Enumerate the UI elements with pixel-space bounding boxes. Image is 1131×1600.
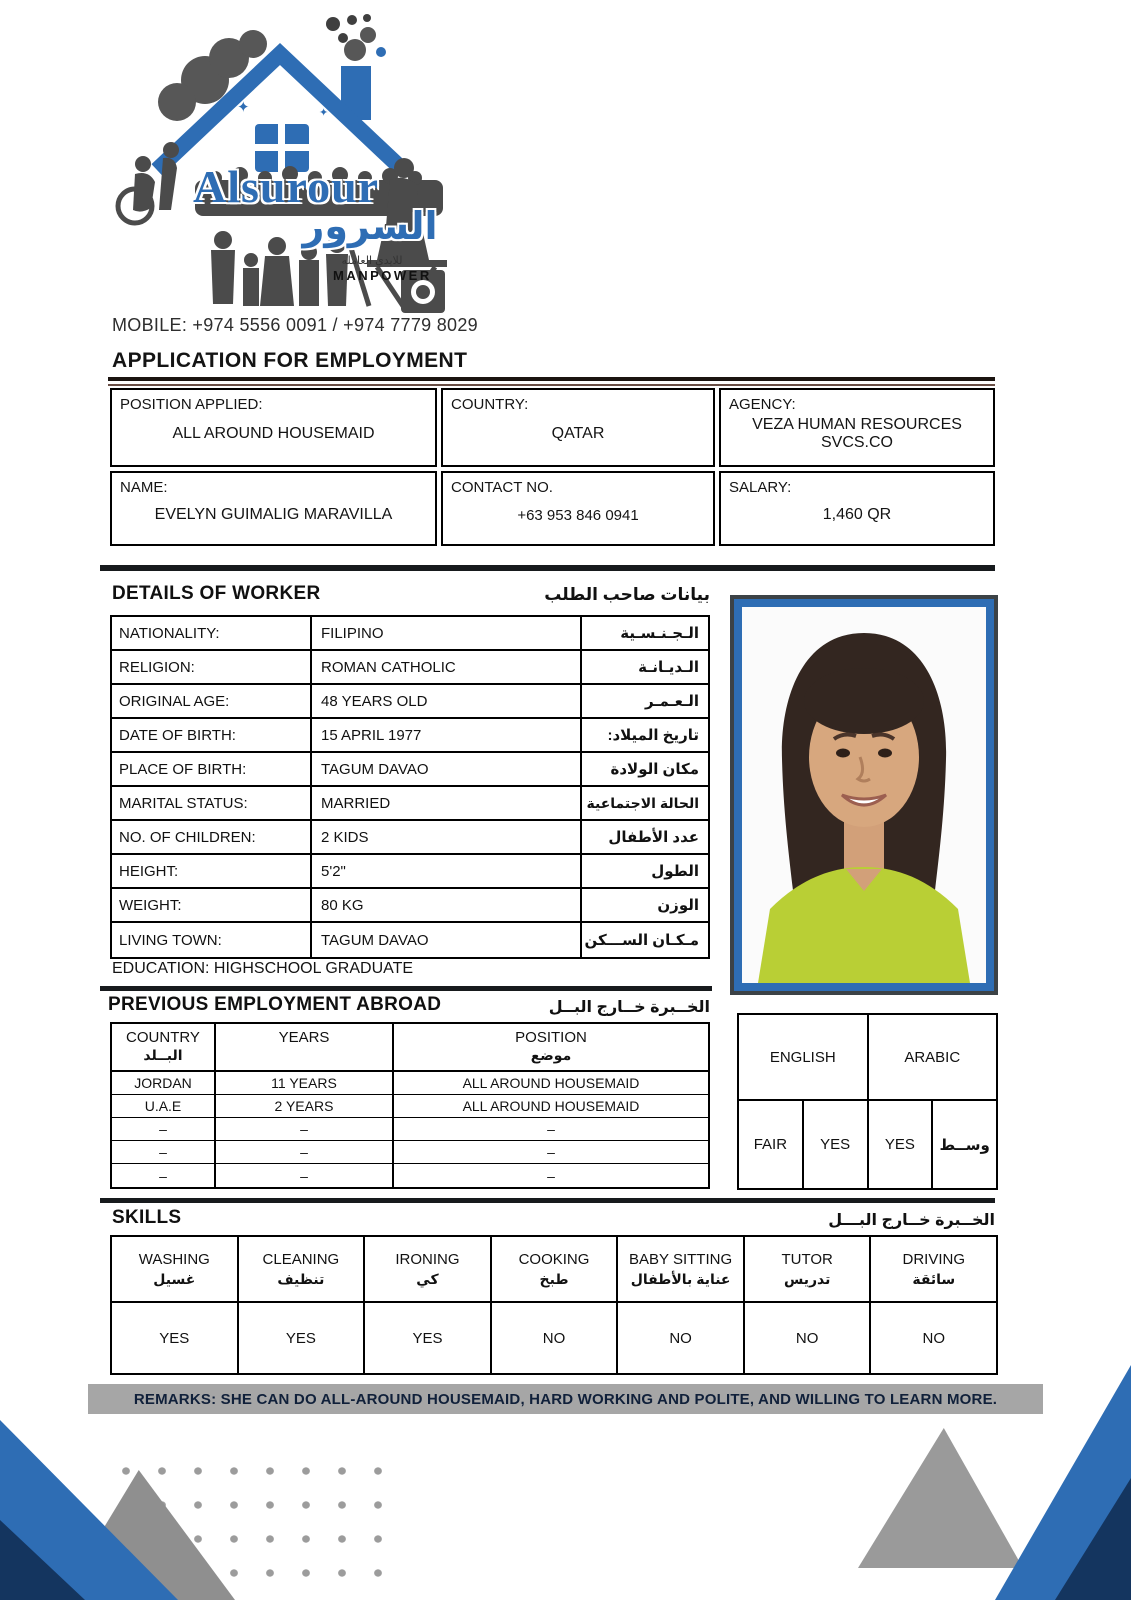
details-row bbox=[112, 719, 708, 753]
field-value: QATAR bbox=[551, 425, 605, 442]
detail-label: HEIGHT: bbox=[112, 855, 312, 887]
language-value-row bbox=[739, 1101, 996, 1188]
detail-value: TAGUM DAVAO bbox=[312, 753, 582, 785]
country-cell bbox=[441, 388, 715, 467]
section-rule bbox=[100, 986, 712, 991]
arabic-level: وســط bbox=[939, 1136, 990, 1154]
brand-name: Alsurour bbox=[193, 161, 380, 212]
contact-cell bbox=[441, 471, 715, 546]
field-value: +63 953 846 0941 bbox=[517, 506, 639, 524]
brand-name-arabic: السرور bbox=[302, 206, 438, 248]
employment-country: – bbox=[112, 1118, 216, 1140]
employment-position: ALL AROUND HOUSEMAID bbox=[462, 1098, 640, 1114]
field-value: VEZA HUMAN RESOURCES SVCS.CO bbox=[752, 416, 962, 451]
skill-value: YES bbox=[112, 1303, 239, 1373]
field-label: COUNTRY: bbox=[451, 396, 529, 413]
detail-label-arabic: تاريخ الميلاد: bbox=[607, 727, 699, 744]
employment-row bbox=[112, 1118, 708, 1141]
detail-value: 5'2" bbox=[312, 855, 582, 887]
skill-header bbox=[112, 1237, 239, 1301]
detail-value: 2 KIDS bbox=[312, 821, 582, 853]
detail-label-arabic: مكان الولادة bbox=[610, 761, 699, 778]
details-row bbox=[112, 923, 708, 957]
employment-years: – bbox=[216, 1118, 394, 1140]
employment-country: – bbox=[112, 1164, 216, 1187]
position-applied-cell bbox=[110, 388, 437, 467]
english-value: YES bbox=[804, 1101, 869, 1188]
detail-label: ORIGINAL AGE: bbox=[112, 685, 312, 717]
header-label-arabic: البــلد bbox=[143, 1047, 183, 1063]
arabic-value: YES bbox=[869, 1101, 934, 1188]
language-arabic-header: ARABIC bbox=[904, 1048, 961, 1066]
skills-header-row bbox=[112, 1237, 996, 1303]
skill-value: YES bbox=[365, 1303, 492, 1373]
employment-row bbox=[112, 1095, 708, 1118]
language-table bbox=[737, 1013, 998, 1190]
skill-value: NO bbox=[618, 1303, 745, 1373]
skill-header bbox=[871, 1237, 996, 1301]
employment-row bbox=[112, 1072, 708, 1095]
details-row bbox=[112, 821, 708, 855]
detail-label: LIVING TOWN: bbox=[112, 923, 312, 957]
skills-value-row bbox=[112, 1303, 996, 1373]
salary-cell bbox=[719, 471, 995, 546]
employment-table bbox=[110, 1022, 710, 1189]
detail-label-arabic: الـجـنـسـية bbox=[620, 625, 699, 642]
employment-years: 11 YEARS bbox=[216, 1072, 394, 1094]
detail-value: TAGUM DAVAO bbox=[312, 923, 582, 957]
skill-value: NO bbox=[745, 1303, 872, 1373]
brand-tagline-arabic: للايدي العامله bbox=[341, 255, 403, 267]
skill-label: WASHING bbox=[138, 1250, 210, 1268]
title-rule bbox=[108, 377, 995, 386]
field-value: 1,460 QR bbox=[822, 506, 892, 523]
field-label: CONTACT NO. bbox=[451, 479, 553, 496]
education-line: EDUCATION: HIGHSCHOOL GRADUATE bbox=[112, 960, 414, 977]
skill-label: CLEANING bbox=[262, 1250, 340, 1268]
skill-label-arabic: سائقة bbox=[912, 1270, 956, 1287]
employment-position: – bbox=[547, 1144, 555, 1160]
skill-value: YES bbox=[239, 1303, 366, 1373]
brand-subtitle: MANPOWER bbox=[333, 268, 432, 283]
employment-country: U.A.E bbox=[112, 1095, 216, 1117]
detail-value: 15 APRIL 1977 bbox=[312, 719, 582, 751]
skill-header bbox=[745, 1237, 872, 1301]
mobile-number: MOBILE: +974 5556 0091 / +974 7779 8029 bbox=[112, 315, 478, 335]
skill-label: TUTOR bbox=[781, 1250, 833, 1268]
details-table bbox=[110, 615, 710, 959]
field-value: EVELYN GUIMALIG MARAVILLA bbox=[154, 506, 393, 523]
detail-label: NO. OF CHILDREN: bbox=[112, 821, 312, 853]
skill-value: NO bbox=[492, 1303, 619, 1373]
header-label: COUNTRY bbox=[126, 1029, 200, 1046]
page-title: APPLICATION FOR EMPLOYMENT bbox=[112, 349, 468, 372]
field-label: AGENCY: bbox=[729, 396, 796, 413]
detail-label-arabic: الوزن bbox=[657, 897, 699, 914]
employment-row bbox=[112, 1141, 708, 1164]
details-row bbox=[112, 787, 708, 821]
agency-logo bbox=[105, 8, 455, 313]
employment-title: PREVIOUS EMPLOYMENT ABROAD bbox=[108, 994, 442, 1015]
employment-years: – bbox=[216, 1164, 394, 1187]
detail-label-arabic: عدد الأطفال bbox=[608, 829, 699, 846]
details-row bbox=[112, 651, 708, 685]
skills-title: SKILLS bbox=[112, 1207, 182, 1228]
employment-years: – bbox=[216, 1141, 394, 1163]
worker-portrait-graphic bbox=[742, 607, 986, 983]
gray-triangle-decoration bbox=[858, 1428, 1023, 1568]
skill-label-arabic: عناية بالأطفال bbox=[630, 1270, 731, 1287]
skill-label-arabic: كي bbox=[416, 1270, 439, 1287]
language-english-header: ENGLISH bbox=[739, 1015, 869, 1099]
field-label: NAME: bbox=[120, 479, 168, 496]
detail-value: FILIPINO bbox=[312, 617, 582, 649]
section-rule bbox=[100, 1198, 995, 1203]
details-title: DETAILS OF WORKER bbox=[112, 583, 321, 604]
skill-label-arabic: غسيل bbox=[153, 1270, 196, 1287]
field-label: POSITION APPLIED: bbox=[120, 396, 263, 413]
skill-label-arabic: تنظيف bbox=[277, 1270, 325, 1287]
skill-header bbox=[618, 1237, 745, 1301]
employment-position: – bbox=[547, 1121, 555, 1137]
worker-photo bbox=[730, 595, 998, 995]
skill-header bbox=[239, 1237, 366, 1301]
language-header-row bbox=[739, 1015, 996, 1101]
employment-title-arabic: الخــبرة خــارج البــل bbox=[548, 999, 710, 1016]
details-row bbox=[112, 753, 708, 787]
employment-country: JORDAN bbox=[112, 1072, 216, 1094]
skills-title-arabic: الخــبرة خــارج البـــل bbox=[828, 1212, 995, 1229]
field-value: ALL AROUND HOUSEMAID bbox=[172, 425, 375, 442]
detail-value: ROMAN CATHOLIC bbox=[312, 651, 582, 683]
detail-value: 80 KG bbox=[312, 889, 582, 921]
skill-label-arabic: تدريس bbox=[783, 1270, 831, 1287]
detail-label-arabic: الـديـانـة bbox=[638, 659, 699, 676]
details-row bbox=[112, 617, 708, 651]
skill-header bbox=[492, 1237, 619, 1301]
agency-cell bbox=[719, 388, 995, 467]
skill-label: DRIVING bbox=[902, 1250, 966, 1268]
detail-label: PLACE OF BIRTH: bbox=[112, 753, 312, 785]
employment-position: ALL AROUND HOUSEMAID bbox=[462, 1075, 640, 1091]
skill-header bbox=[365, 1237, 492, 1301]
detail-label: WEIGHT: bbox=[112, 889, 312, 921]
employment-header-row bbox=[112, 1024, 708, 1072]
details-row bbox=[112, 685, 708, 719]
remarks-bar: REMARKS: SHE CAN DO ALL-AROUND HOUSEMAID, HARD WORKING AND POLITE, AND WILLING TO LEARN MORE. bbox=[88, 1384, 1043, 1414]
detail-label: DATE OF BIRTH: bbox=[112, 719, 312, 751]
skill-label-arabic: طبخ bbox=[539, 1270, 569, 1287]
employment-row bbox=[112, 1164, 708, 1187]
employment-header-years bbox=[216, 1024, 394, 1070]
detail-label-arabic: الطول bbox=[651, 863, 699, 880]
detail-value: MARRIED bbox=[312, 787, 582, 819]
header-label: POSITION bbox=[515, 1029, 587, 1046]
detail-label: NATIONALITY: bbox=[112, 617, 312, 649]
employment-position: – bbox=[547, 1167, 555, 1184]
skills-table bbox=[110, 1235, 998, 1375]
detail-label-arabic: مـكـان الســـكن bbox=[584, 932, 699, 949]
employment-country: – bbox=[112, 1141, 216, 1163]
details-row bbox=[112, 855, 708, 889]
skill-label: BABY SITTING bbox=[629, 1250, 733, 1268]
employment-years: 2 YEARS bbox=[216, 1095, 394, 1117]
header-label-arabic: موضع bbox=[530, 1047, 572, 1063]
details-row bbox=[112, 889, 708, 923]
detail-label: MARITAL STATUS: bbox=[112, 787, 312, 819]
employment-header-position bbox=[394, 1024, 708, 1070]
name-cell bbox=[110, 471, 437, 546]
skill-label: IRONING bbox=[395, 1250, 460, 1268]
detail-label-arabic: الحالة الاجتماعية bbox=[586, 794, 699, 811]
details-title-arabic: بيانات صاحب الطلب bbox=[544, 585, 710, 604]
detail-label: RELIGION: bbox=[112, 651, 312, 683]
sparkle-icon: ✦ bbox=[319, 107, 329, 119]
detail-label-arabic: الـعـمـر bbox=[644, 693, 699, 710]
section-rule bbox=[100, 565, 995, 571]
employment-header-country bbox=[112, 1024, 216, 1070]
sparkle-icon: ✦ bbox=[237, 99, 250, 116]
field-label: SALARY: bbox=[729, 479, 792, 496]
skill-label: COOKING bbox=[518, 1250, 590, 1268]
english-level: FAIR bbox=[739, 1101, 804, 1188]
detail-value: 48 YEARS OLD bbox=[312, 685, 582, 717]
skill-value: NO bbox=[922, 1329, 945, 1347]
header-label: YEARS bbox=[278, 1029, 330, 1046]
